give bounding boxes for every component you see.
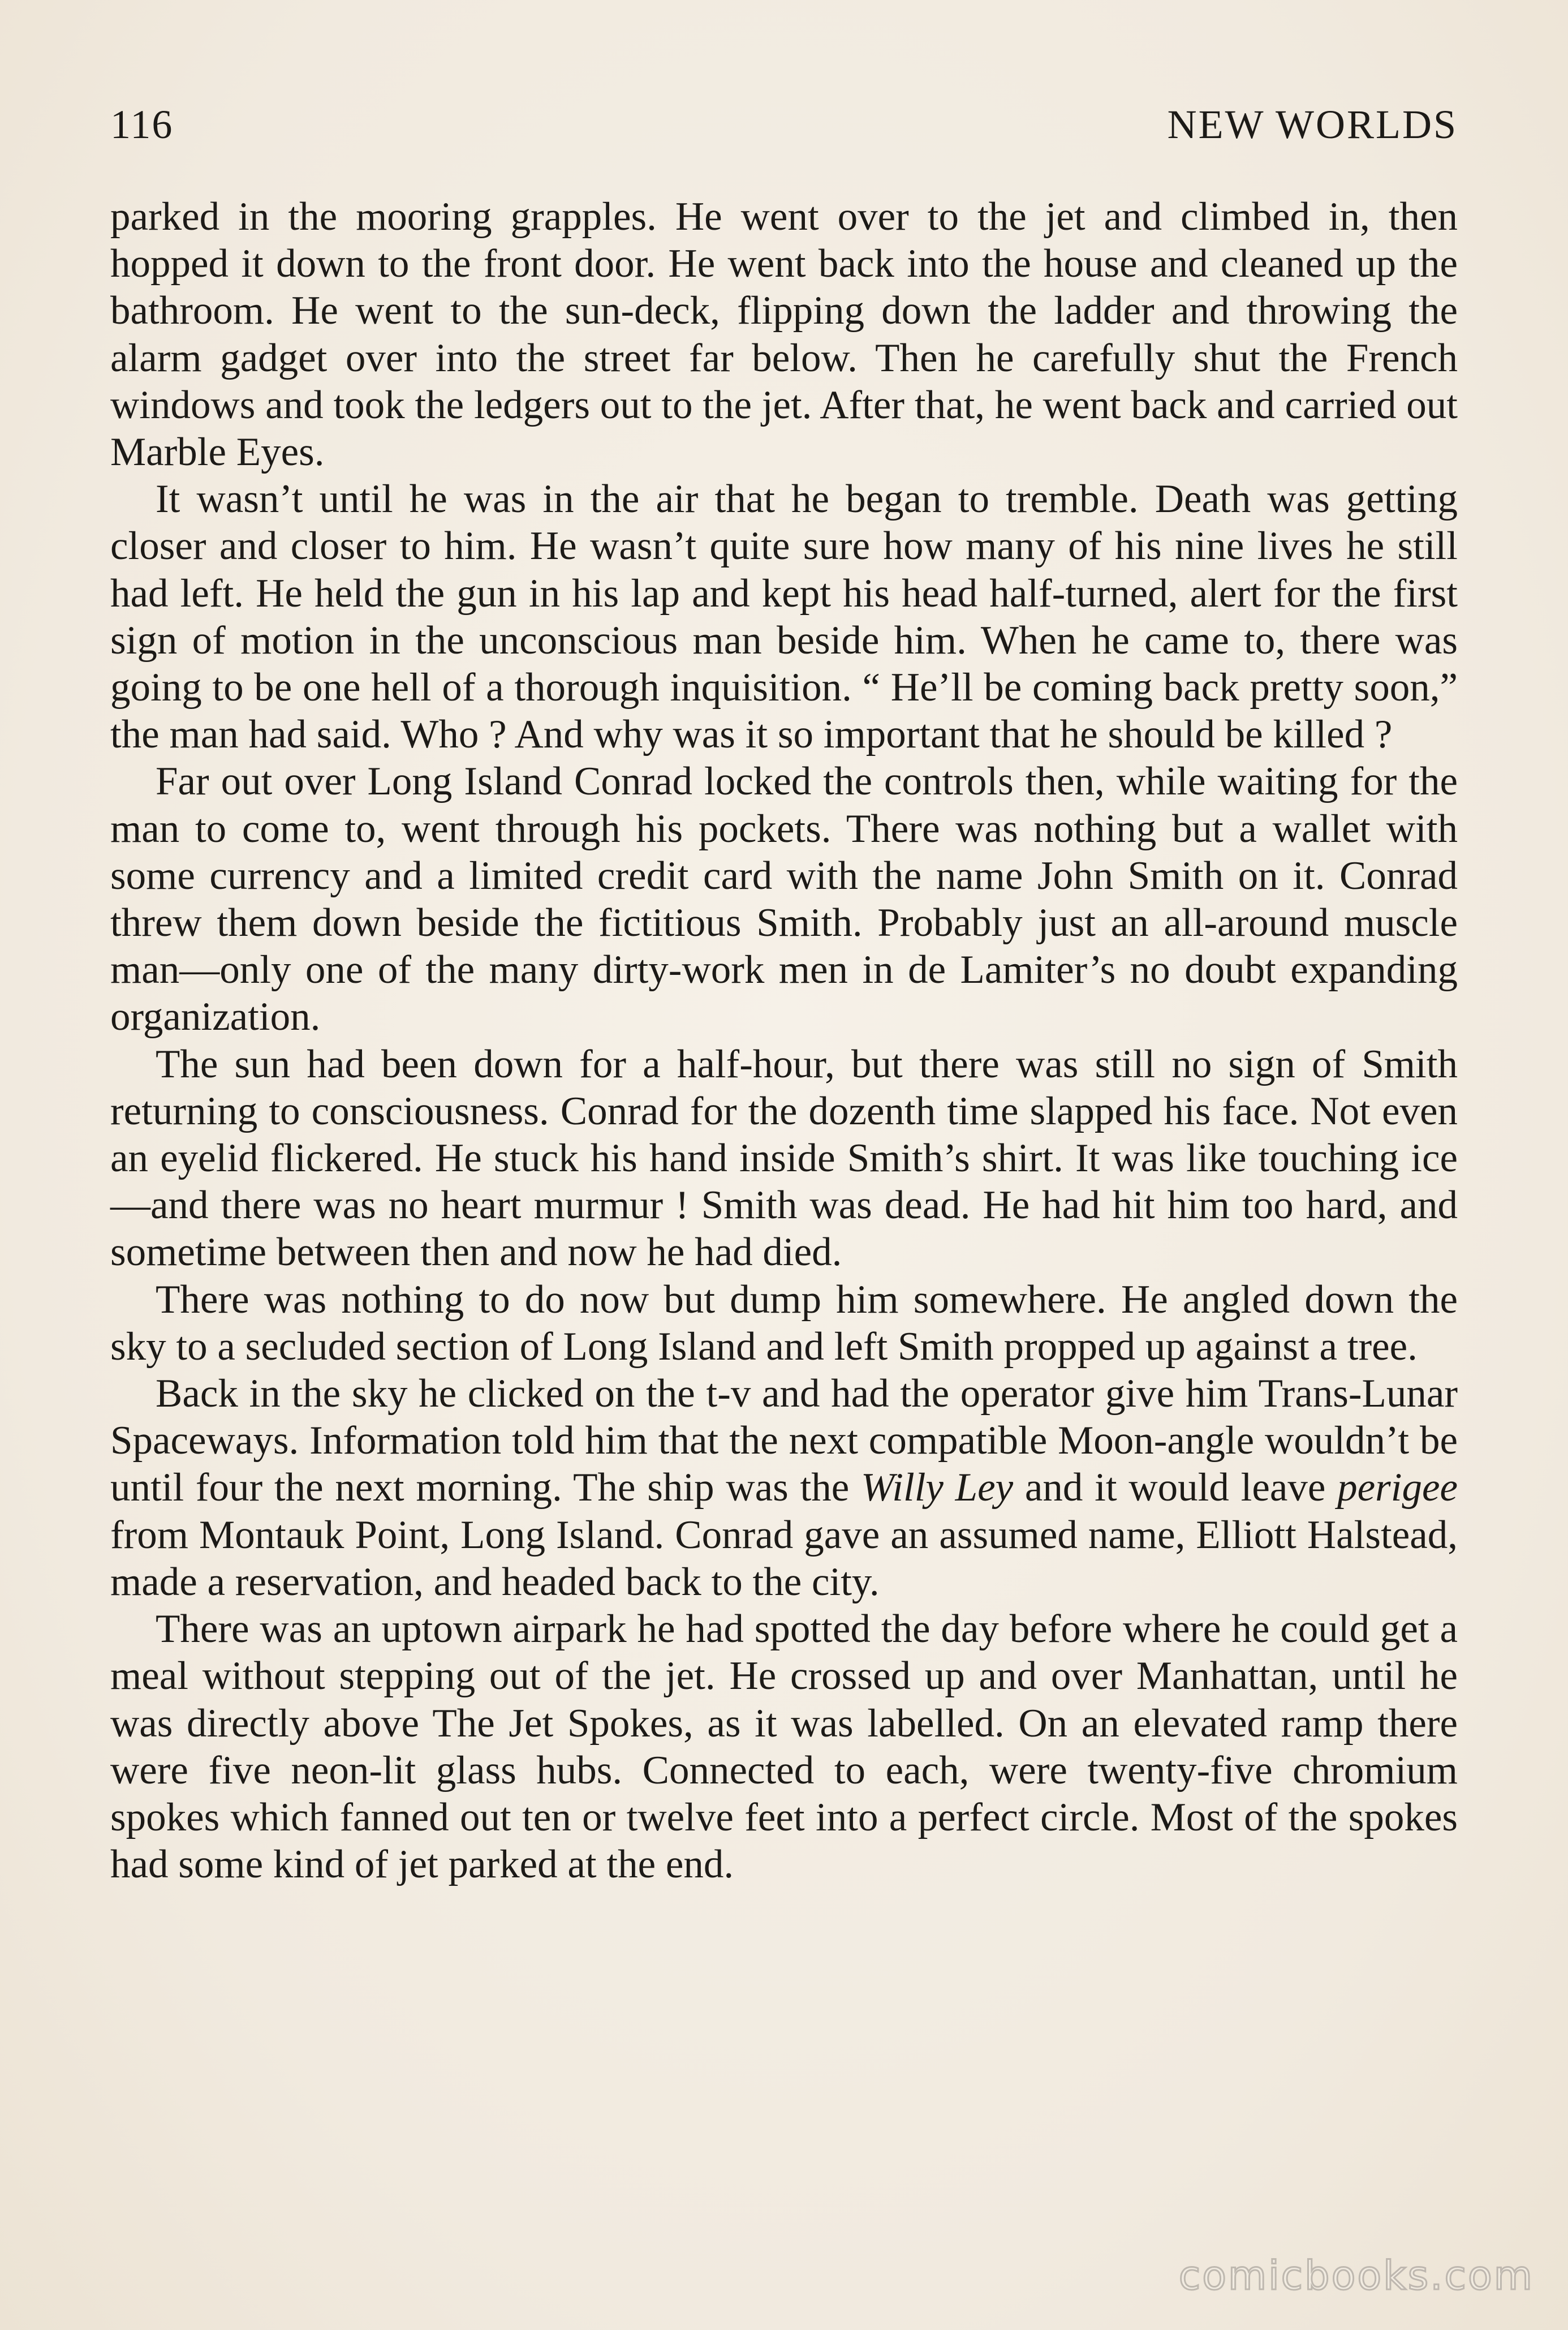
paragraph-1: parked in the mooring grapples. He went over to the jet and climbed in, then hopped it down to the front door. He went back into the house and cleaned up the bathroom. He went to the sun-deck, flipping down the ladder and throwing the alarm gadget over into the street far below. Then he carefully shut the French windows and took the ledgers out to the jet. After that, he went back and carried out Marble Eyes. (110, 195, 1458, 475)
page-header (110, 96, 1458, 153)
ship-name: Willy Ley (861, 1465, 1014, 1510)
paragraph-5: There was nothing to do now but dump him somewhere. He angled down the sky to a secluded section of Long Island and left Smith propped up against a tree. (110, 1277, 1458, 1369)
paragraph-4: The sun had been down for a half-hour, but there was still no sign of Smith returning to consciousness. Conrad for the dozenth time slapped his face. Not even an eyelid flickered. He stuck his hand inside Smith’s shirt. It was like touching ice—and there was no heart murmur ! Smith was dead. He had hit him too hard, and sometime between then and now he had died. (110, 1042, 1458, 1275)
body-text (110, 194, 1458, 1888)
perigee-term: perigee (1337, 1465, 1458, 1510)
watermark: comicbooks.com (1178, 2252, 1534, 2299)
paragraph-2: It wasn’t until he was in the air that he began to tremble. Death was getting closer and closer to him. He wasn’t quite sure how many of his nine lives he still had left. He held the gun in his lap and kept his head half-turned, alert for the first sign of motion in the unconscious man beside him. When he came to, there was going to be one hell of a thorough inquisition. “ He’ll be coming back pretty soon,” the man had said. Who ? And why was it so important that he should be killed ? (110, 477, 1458, 757)
paragraph-6-text-c: from Montauk Point, Long Island. Conrad gave an assumed name, Elliott Halstead, made a reservation, and headed back to the city. (110, 1512, 1458, 1604)
paragraph-3: Far out over Long Island Conrad locked the controls then, while waiting for the man to come to, went through his pockets. There was nothing but a wallet with some currency and a limited credit card with the name John Smith on it. Conrad threw them down beside the fictitious Smith. Probably just an all-around muscle man—only one of the many dirty-work men in de Lamiter’s no doubt expanding organization. (110, 759, 1458, 1039)
paragraph-6-text-b: and it would leave (1013, 1465, 1338, 1510)
running-head: NEW WORLDS (1167, 102, 1458, 147)
paragraph-6 (110, 1370, 1458, 1606)
paragraph-7: There was an uptown airpark he had spotted the day before where he could get a meal without stepping out of the jet. He crossed up and over Manhattan, until he was directly above The Jet Spokes, as it was labelled. On an elevated ramp there were five neon-lit glass hubs. Connected to each, were twenty-five chromium spokes which fanned out ten or twelve feet into a perfect circle. Most of the spokes had some kind of jet parked at the end. (110, 1607, 1458, 1887)
paragraph-6-text-a: Back in the sky he clicked on the t-v and had the operator give him Trans-Lunar Spaceways. Information told him that the next compatible Moon-angle wouldn’t be until four the next morning. The ship was the (110, 1372, 1458, 1510)
page-number: 116 (110, 102, 174, 147)
